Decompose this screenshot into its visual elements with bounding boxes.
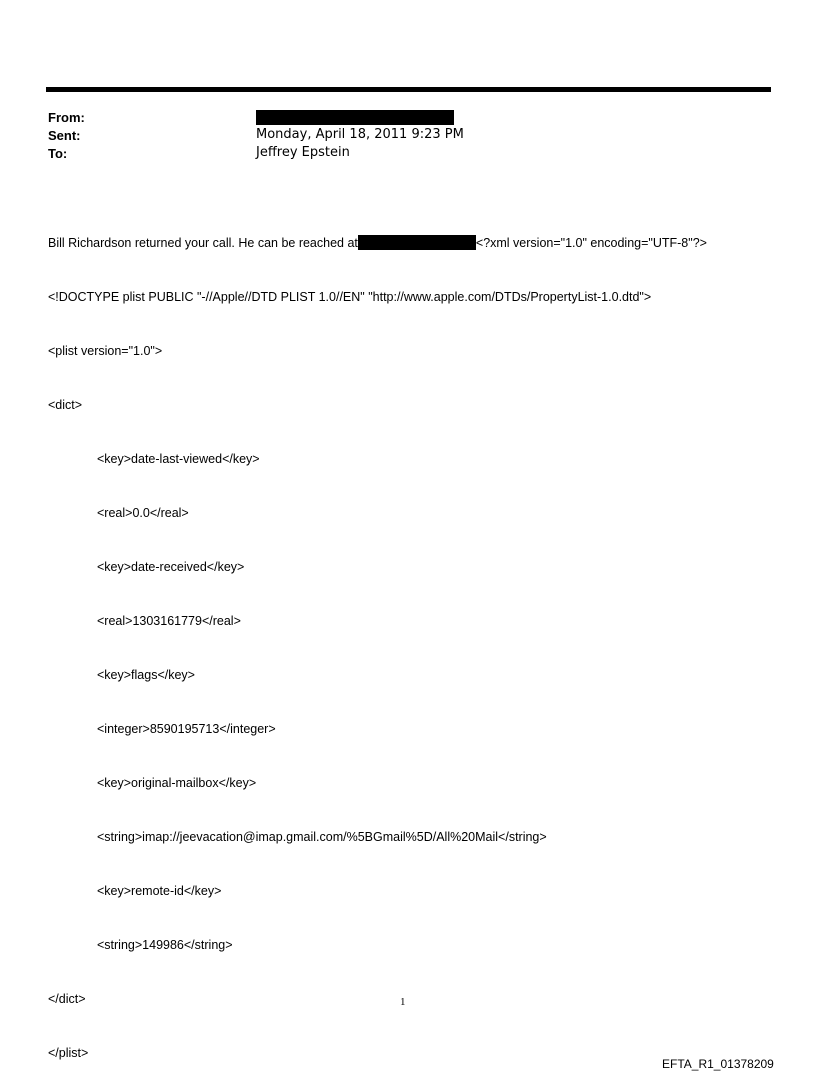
xml-declaration-text: <?xml version="1.0" encoding="UTF-8"?> <box>475 236 707 250</box>
to-value: Jeffrey Epstein <box>256 145 350 160</box>
from-label: From: <box>48 110 85 125</box>
body-line: <dict> <box>48 398 83 412</box>
bates-number: EFTA_R1_01378209 <box>662 1057 774 1071</box>
body-line: <!DOCTYPE plist PUBLIC "-//Apple//DTD PLIST 1.0//EN" "http://www.apple.com/DTDs/PropertyList-1.0.dtd"> <box>48 290 652 304</box>
body-line: <plist version="1.0"> <box>48 344 163 358</box>
header-rule <box>46 87 771 92</box>
sent-label: Sent: <box>48 128 81 143</box>
from-redaction <box>256 110 454 125</box>
dict-line: <key>date-last-viewed</key> <box>97 452 260 466</box>
closing-line: </plist> <box>48 1046 89 1060</box>
page-number: 1 <box>400 996 406 1008</box>
dict-line: <real>0.0</real> <box>97 506 189 520</box>
body-intro-text: Bill Richardson returned your call. He can be reached at <box>48 236 358 250</box>
dict-line: <string>imap://jeevacation@imap.gmail.com/%5BGmail%5D/All%20Mail</string> <box>97 830 547 844</box>
dict-line: <string>149986</string> <box>97 938 233 952</box>
to-label: To: <box>48 146 68 161</box>
phone-redaction <box>358 235 476 250</box>
dict-line: <key>date-received</key> <box>97 560 245 574</box>
dict-line: <integer>8590195713</integer> <box>97 722 276 736</box>
dict-line: <real>1303161779</real> <box>97 614 241 628</box>
dict-line: <key>original-mailbox</key> <box>97 776 257 790</box>
dict-line: <key>flags</key> <box>97 668 195 682</box>
body-line-1 <box>48 234 768 252</box>
closing-line: </dict> <box>48 992 86 1006</box>
dict-line: <key>remote-id</key> <box>97 884 222 898</box>
message-body <box>48 198 768 1080</box>
sent-value: Monday, April 18, 2011 9:23 PM <box>256 127 464 142</box>
